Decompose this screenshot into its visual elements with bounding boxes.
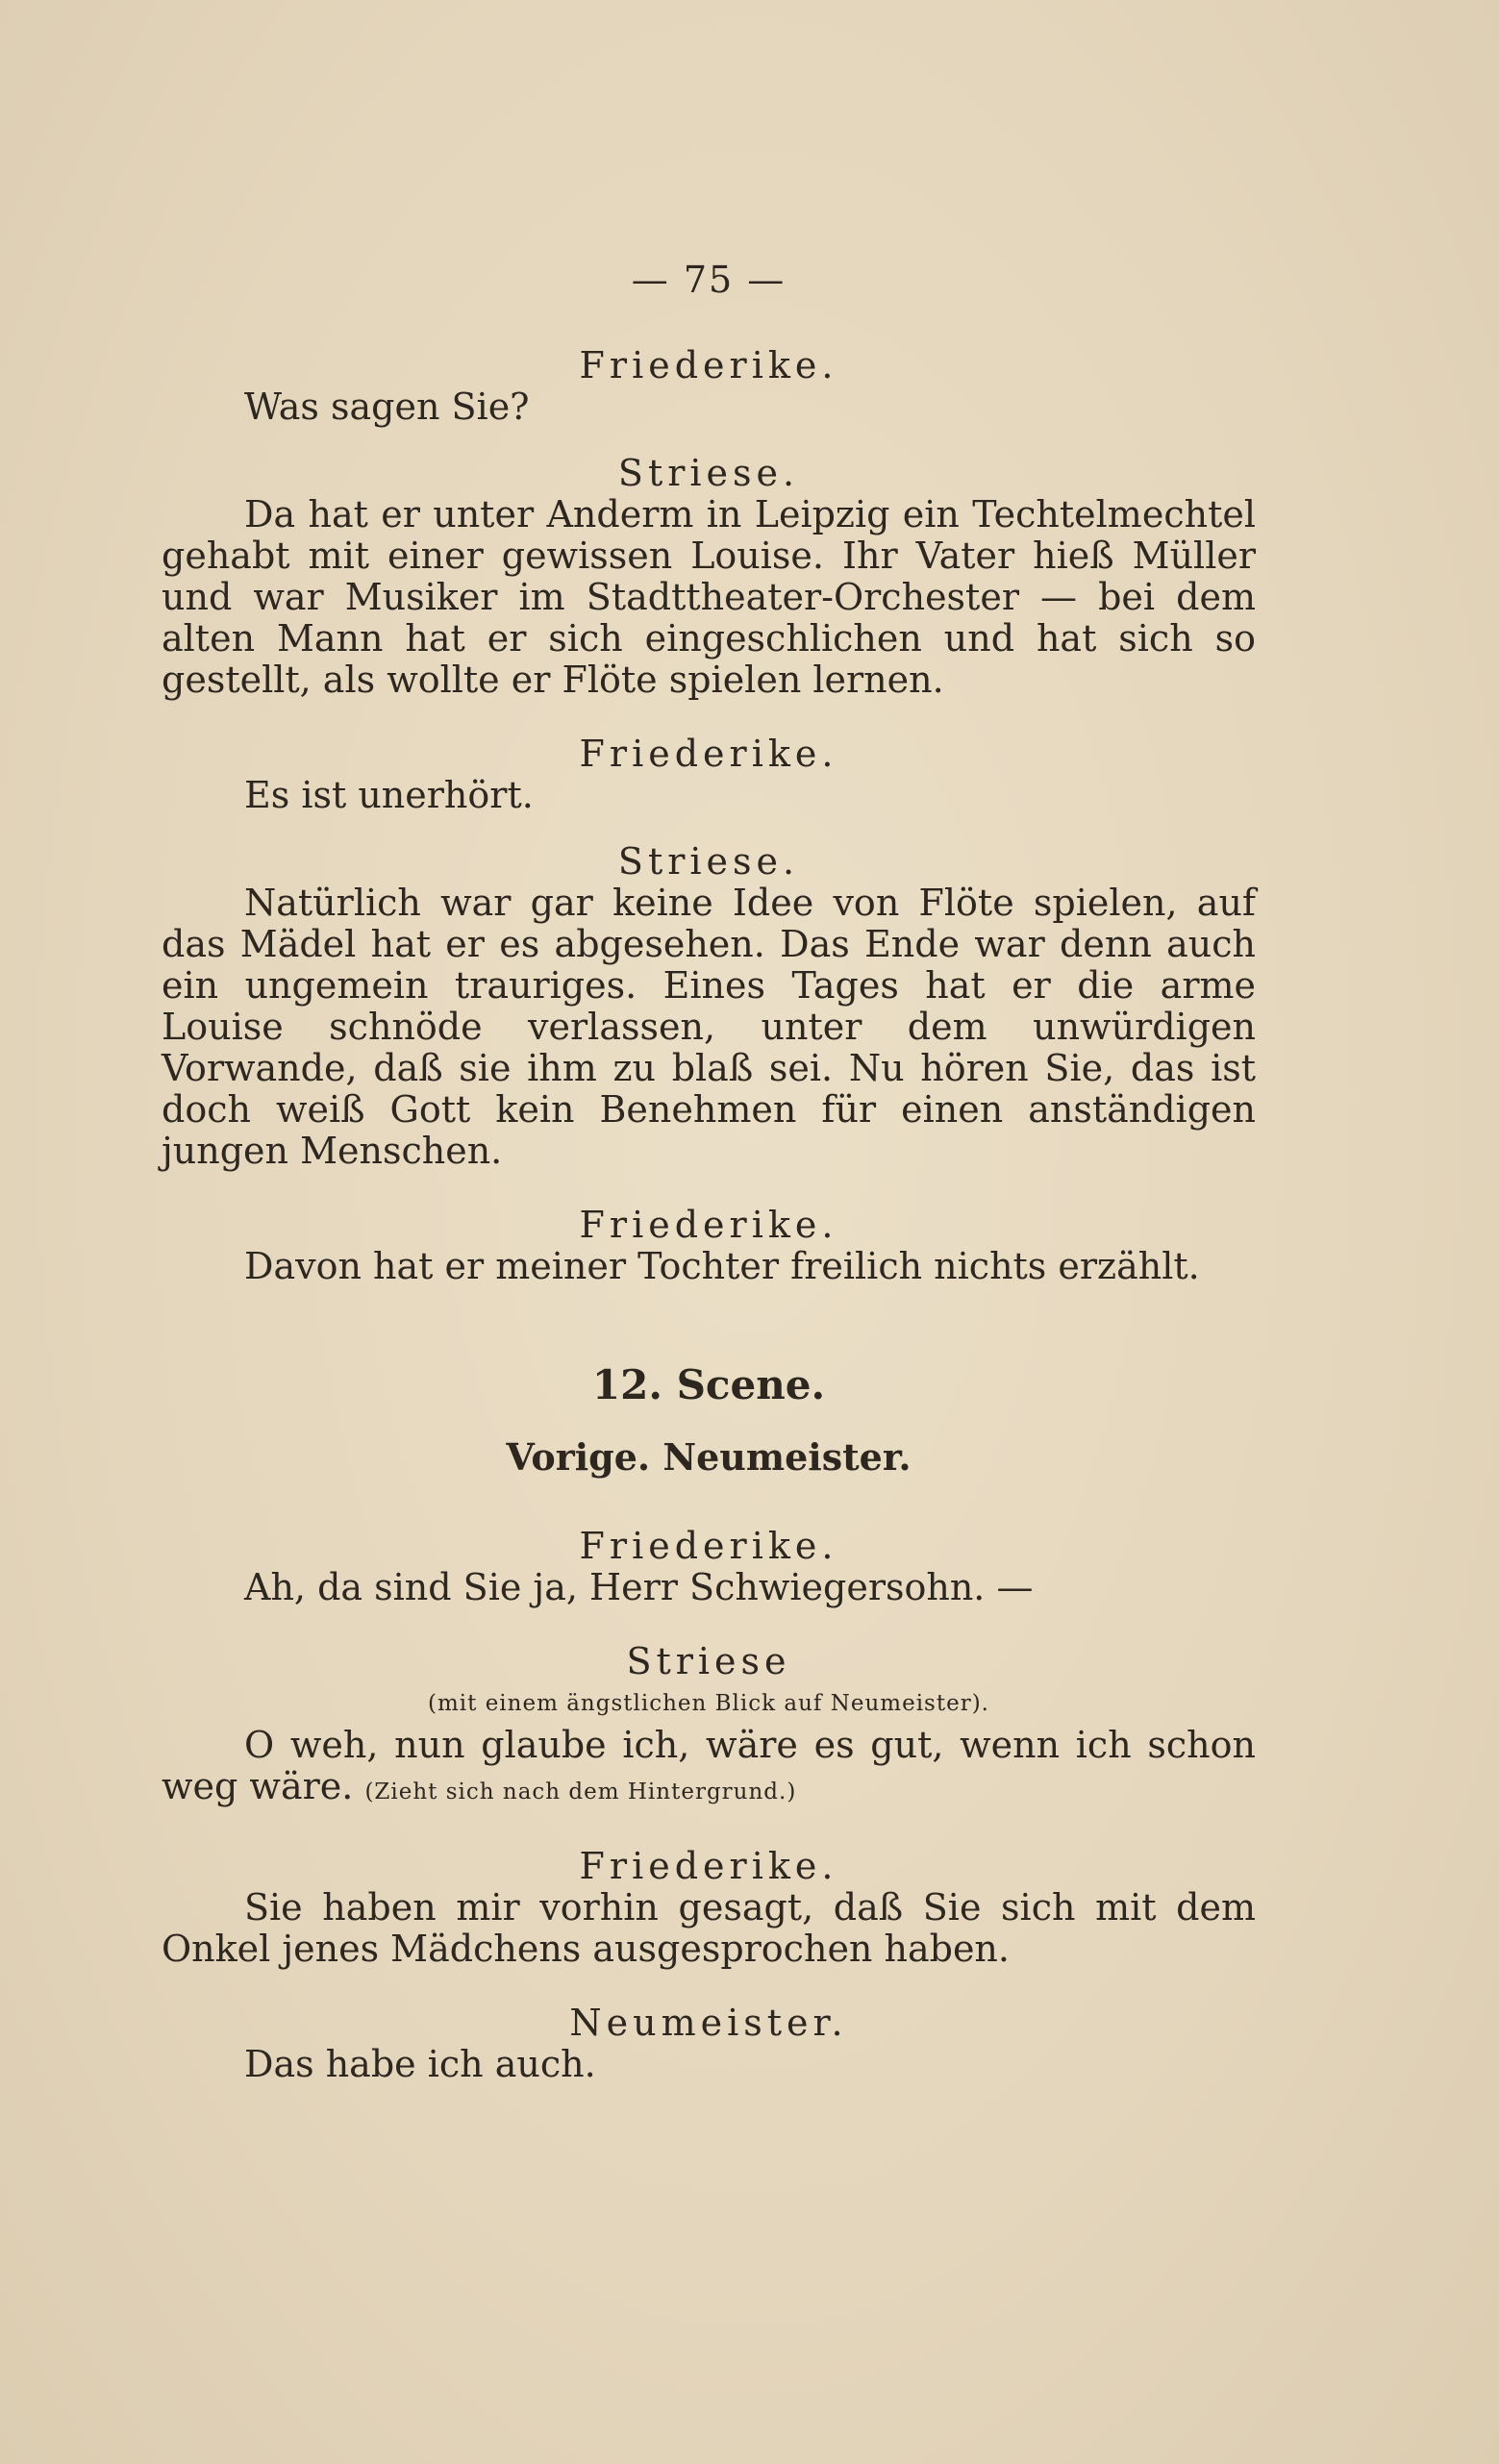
- dialogue-line: Ah, da sind Sie ja, Herr Schwiegersohn. —: [244, 1566, 1034, 1608]
- dialogue-line: Davon hat er meiner Tochter freilich nichts erzählt.: [244, 1245, 1200, 1287]
- dialogue-text: O weh, nun glaube ich, wäre es gut, wenn ich schon weg wäre.: [162, 1724, 1256, 1807]
- text-column: [162, 260, 1256, 2085]
- dialogue-line: [162, 1725, 1256, 1813]
- scene-heading: 12. Scene.: [591, 1361, 826, 1408]
- dialogue-line: Sie haben mir vorhin gesagt, daß Sie sich mit dem Onkel jenes Mädchens ausgesprochen haben.: [162, 1886, 1256, 1970]
- dialogue-line: Was sagen Sie?: [244, 386, 530, 428]
- speaker-name: Friederike.: [579, 1204, 838, 1246]
- stage-direction-inline: (Zieht sich nach dem Hintergrund.): [364, 1780, 797, 1804]
- speaker-name: Friederike.: [579, 1525, 838, 1567]
- dialogue-line: Da hat er unter Anderm in Leipzig ein Techtelmechtel gehabt mit einer gewissen Louise. Ihr Vater hieß Müller und war Musiker im Stadttheater-Orchester — bei dem alten Mann hat er sich eingeschlichen und hat sich so gestellt, als wollte er Flöte spielen lernen.: [162, 493, 1256, 701]
- speaker-name: Friederike.: [579, 1845, 838, 1887]
- stage-direction: (mit einem ängstlichen Blick auf Neumeister).: [428, 1691, 989, 1716]
- speaker-name: Striese.: [617, 452, 800, 494]
- speaker-name: Neumeister.: [569, 2002, 848, 2044]
- dialogue-line: Es ist unerhört.: [244, 774, 534, 816]
- speaker-name: Striese.: [617, 840, 800, 883]
- page-number: — 75 —: [631, 259, 787, 301]
- speaker-name: Friederike.: [579, 733, 838, 775]
- dialogue-line: Das habe ich auch.: [244, 2043, 596, 2085]
- dialogue-line: Natürlich war gar keine Idee von Flöte spielen, auf das Mädel hat er es abgesehen. Das Ende war denn auch ein ungemein trauriges. Eines Tages hat er die arme Louise schnöde verlassen, unter dem unwürdigen Vorwande, daß sie ihm zu blaß sei. Nu hören Sie, das ist doch weiß Gott kein Benehmen für einen anständigen jungen Menschen.: [162, 882, 1256, 1172]
- speaker-name: Striese: [626, 1640, 791, 1682]
- scene-cast: Vorige. Neumeister.: [506, 1435, 912, 1479]
- speaker-name: Friederike.: [579, 344, 838, 386]
